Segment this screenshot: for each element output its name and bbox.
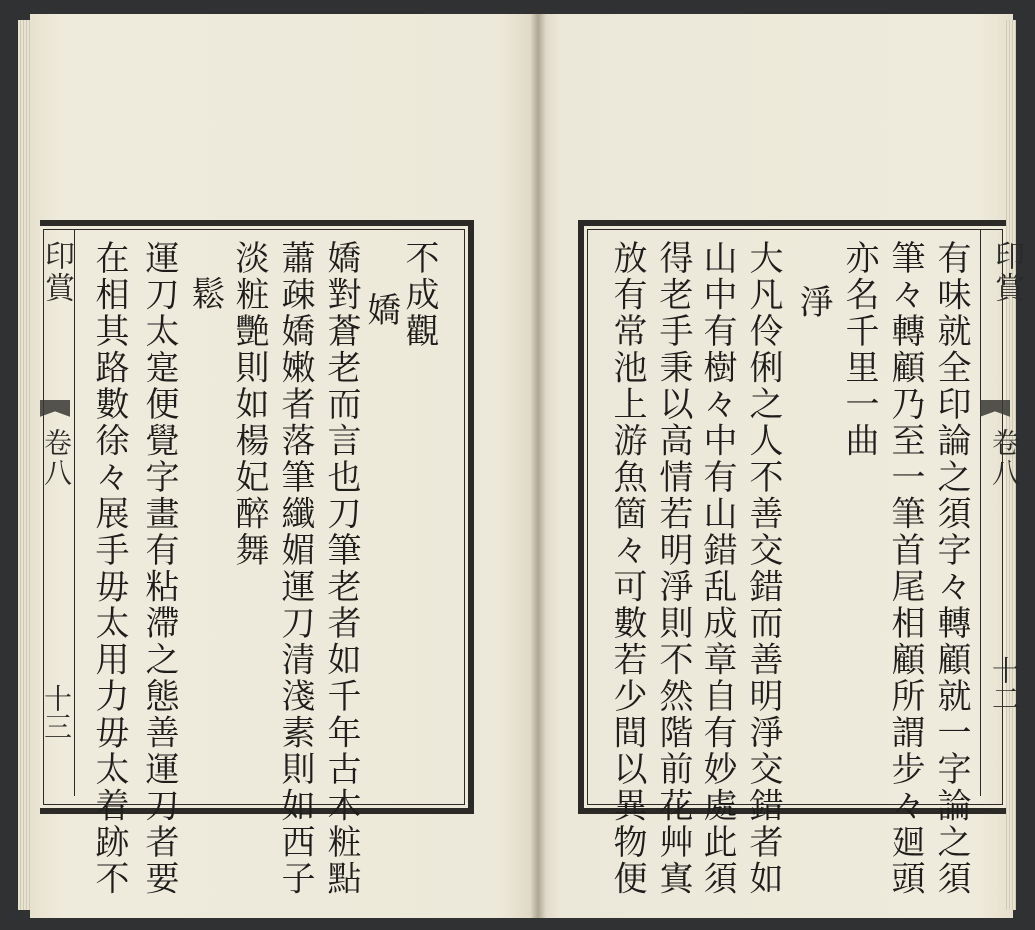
right-col-7: 得老手秉以高情若明淨則不然階前花艸寘 xyxy=(653,240,693,897)
right-col-1: 有味就全印論之須字々轉顧就一字論之須 xyxy=(931,240,971,897)
right-fishtail-mark xyxy=(980,400,1010,426)
left-fishtail-mark xyxy=(40,400,70,426)
book-gutter xyxy=(530,14,546,918)
right-col-6: 山中有樹々中有山錯乱成章自有妙處此須 xyxy=(697,240,737,897)
right-spine-volume: 卷八 xyxy=(988,428,1021,488)
left-col-5: 淡粧艷則如楊妃醉舞 xyxy=(229,240,269,569)
right-margin-rule xyxy=(980,230,981,796)
left-col-1: 不成觀 xyxy=(399,240,439,350)
left-col-7: 運刀太寔便覺字畫有粘滯之態善運刀者要 xyxy=(139,240,179,897)
open-book xyxy=(18,14,1024,918)
right-col-8: 放有常池上游魚箇々可數若少間以異物便 xyxy=(607,240,647,897)
left-col-2: 嬌 xyxy=(361,292,401,329)
left-col-3: 嬌對蒼老而言也刀筆老者如千年古木粧點 xyxy=(321,240,361,897)
left-col-6: 鬆 xyxy=(185,276,225,313)
right-col-5: 大凡伶俐之人不善交錯而善明淨交錯者如 xyxy=(743,240,783,897)
right-spine-title: 印賞 xyxy=(989,240,1024,304)
left-spine-folio: 十三 xyxy=(40,684,73,740)
left-col-4: 蕭疎嬌嫩者落筆纖媚運刀清淺素則如西子 xyxy=(275,240,315,897)
left-spine-title: 印賞 xyxy=(39,240,74,304)
right-col-3: 亦名千里一曲 xyxy=(839,240,879,459)
right-spine-folio: 十二 xyxy=(988,656,1021,712)
left-col-8: 在相其路數徐々展手毋太用力毋太着跡不 xyxy=(89,240,129,897)
right-col-4: 淨 xyxy=(793,284,833,321)
right-col-2: 筆々轉顧乃至一筆首尾相顧所謂步々廻頭 xyxy=(885,240,925,897)
left-spine-volume: 卷八 xyxy=(40,428,73,488)
